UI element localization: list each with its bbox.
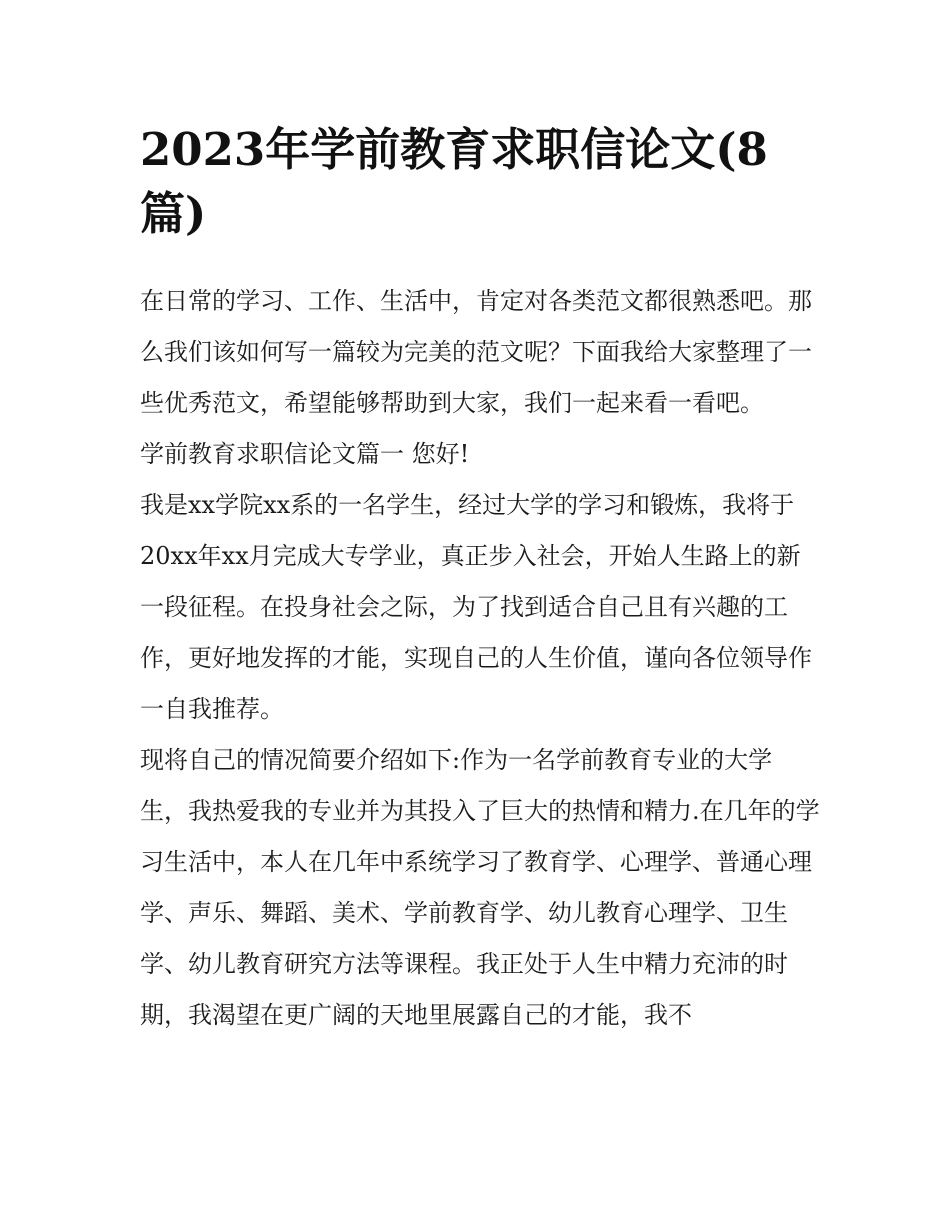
document-title: 2023年学前教育求职信论文(8篇) — [140, 123, 768, 240]
paragraph-intro: 在日常的学习、工作、生活中，肯定对各类范文都很熟悉吧。那么我们该如何写一篇较为完美的范文呢？下面我给大家整理了一些优秀范文，希望能够帮助到大家，我们一起来看一看吧。 — [140, 287, 812, 417]
paragraph-section-heading: 学前教育求职信论文篇一 您好! — [140, 440, 470, 468]
paragraph-background: 现将自己的情况简要介绍如下:作为一名学前教育专业的大学生，我热爱我的专业并为其投入了巨大的热情和精力.在几年的学习生活中，本人在几年中系统学习了教育学、心理学、普通心理学、声乐、舞蹈、美术、学前教育学、幼儿教育心理学、卫生学、幼儿教育研究方法等课程。我正处于人生中精力充沛的时期，我渴望在更广阔的天地里展露自己的才能，我不 — [140, 746, 820, 1029]
document-body — [140, 276, 820, 1041]
paragraph-self-introduction: 我是xx学院xx系的一名学生，经过大学的学习和锻炼，我将于20xx年xx月完成大专学业，真正步入社会，开始人生路上的新一段征程。在投身社会之际，为了找到适合自己且有兴趣的工作，更好地发挥的才能，实现自己的人生价值，谨向各位领导作一自我推荐。 — [140, 491, 812, 723]
